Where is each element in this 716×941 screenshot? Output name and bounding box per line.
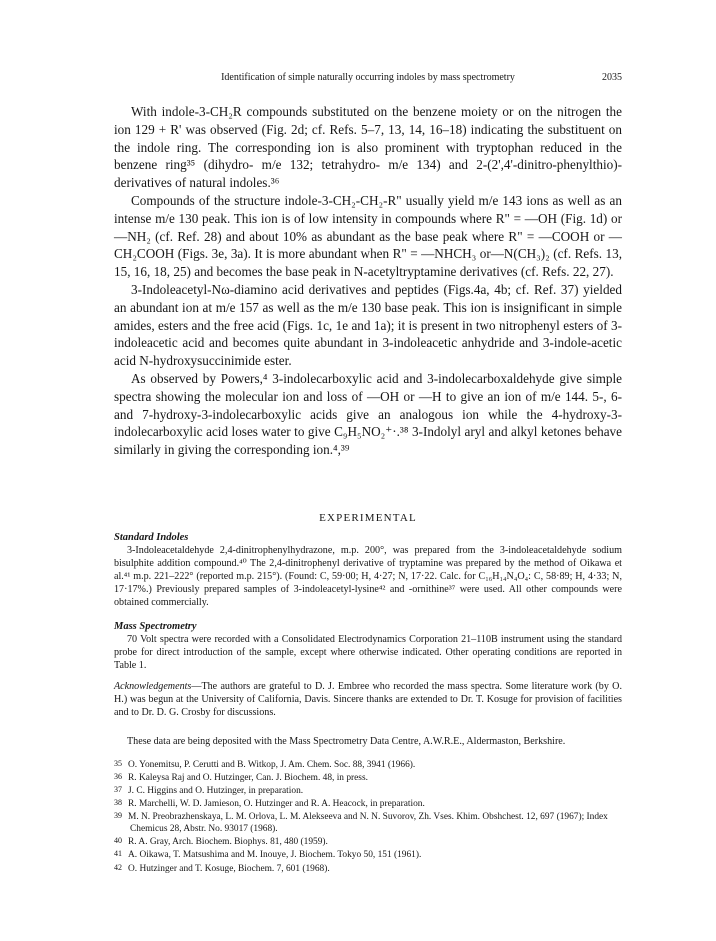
reference-number: 35 [114, 758, 122, 768]
body-text [114, 103, 622, 459]
running-head [114, 72, 622, 84]
reference [114, 848, 622, 861]
reference-text: R. Marchelli, W. D. Jamieson, O. Hutzinger and R. A. Heacock, in preparation. [128, 799, 425, 810]
reference-text: O. Yonemitsu, P. Cerutti and B. Witkop, J. Am. Chem. Soc. 88, 3941 (1966). [128, 759, 416, 770]
reference-number: 41 [114, 849, 122, 859]
reference-number: 42 [114, 862, 122, 872]
mass-spectrometry-text: 70 Volt spectra were recorded with a Consolidated Electrodynamics Corporation 21–110B instrument using the standard probe for direct introduction of the sample, except where otherwise indicated. Other operating conditions are reported in Table 1. [114, 634, 622, 672]
acknowledgements-lead: Acknowledgements [114, 681, 192, 693]
reference-number: 37 [114, 785, 122, 794]
reference [114, 771, 622, 784]
reference [114, 784, 622, 797]
reference-text: R. A. Gray, Arch. Biochem. Biophys. 81, 480 (1959). [128, 837, 328, 848]
standard-indoles-text: 3-Indoleacetaldehyde 2,4-dinitrophenylhydrazone, m.p. 200°, was prepared from the 3-indoleacetaldehyde sodium bisulphite addition compound.⁴⁰ The 2,4-dinitrophenyl derivative of tryptamine was prepared by the method of Oikawa et al.⁴¹ m.p. 221–222° (reported m.p. 215°). (Found: C, 59·00; H, 4·27; N, 17·22. Calc. for C₁₆H₁₄N₄O₄: C, 58·89; H, 4·33; N, 17·17%.) Previously prepared samples of 3-indoleacetyl-lysine⁴² and -ornithine³⁷ were used. All other compounds were obtained commercially. [114, 544, 622, 608]
paragraph-3: 3-Indoleacetyl-Nω-diamino acid derivatives and peptides (Figs.4a, 4b; cf. Ref. 37) yielded an abundant ion at m/e 157 as well as the m/e 130 base peak. This ion is insignificant in simple amides, esters and the free acid (Figs. 1c, 1e and 1a); it is present in two nitrophenyl esters of 3-indoleacetic acid and becomes quite abundant in 3-indoleacetic anhydride and 3-indole-acetic acid N-hydroxysuccinimide ester. [114, 281, 622, 369]
reference-number: 39 [114, 811, 122, 821]
paragraph-4: As observed by Powers,⁴ 3-indolecarboxylic acid and 3-indolecarboxaldehyde give simple spectra showing the molecular ion and loss of —OH or —H to give an ion of m/e 144. 5-, 6- and 7-hydroxy-3-indolecarboxylic acids give an analogous ion while the 4-hydroxy-3-indolecarboxylic acid loses water to give C₉H₅NO₂⁺·.³⁸ 3-Indolyl aryl and alkyl ketones behave similarly in giving the corresponding ion.⁴,³⁹ [114, 370, 622, 458]
reference-text: A. Oikawa, T. Matsushima and M. Inouye, J. Biochem. Tokyo 50, 151 (1961). [128, 850, 422, 861]
references [114, 758, 622, 875]
page-number: 2035 [602, 72, 622, 83]
reference [114, 862, 622, 875]
reference-number: 36 [114, 771, 122, 781]
paragraph-1: With indole-3-CH₂R compounds substituted on the benzene moiety or on the nitrogen the ion 129 + R' was observed (Fig. 2d; cf. Refs. 5–7, 13, 14, 16–18) indicating the substituent on the indole ring. The corresponding ion is also prominent with tryptophan reduced in the benzene ring³⁵ (dihydro- m/e 132; tetrahydro- m/e 134) and 2-(2',4'-dinitro-phenylthio)-derivatives of natural indoles.³⁶ [114, 104, 622, 191]
reference-text: J. C. Higgins and O. Hutzinger, in preparation. [128, 786, 304, 796]
running-title: Identification of simple naturally occurring indoles by mass spectrometry [221, 72, 515, 83]
section-heading-experimental: EXPERIMENTAL [319, 511, 417, 524]
subheading-standard-indoles: Standard Indoles [114, 531, 189, 543]
reference [114, 810, 622, 835]
acknowledgements-text: —The authors are grateful to D. J. Embree who recorded the mass spectra. Some literature work (by O. H.) was begun at the University of California, Davis. Sincere thanks are extended to Dr. T. Kosuge for provision of facilities and to Dr. D. G. Crosby for discussions. [114, 681, 622, 718]
reference-text: M. N. Preobrazhenskaya, L. M. Orlova, L. M. Alekseeva and N. N. Suvorov, Zh. Vses. Khim. Obshchest. 12, 697 (1967); Index Chemicus 28, Abstr. No. 93017 (1968). [128, 812, 608, 835]
deposit-note: These data are being deposited with the Mass Spectrometry Data Centre, A.W.R.E., Aldermaston, Berkshire. [127, 735, 566, 747]
reference-text: R. Kaleysa Raj and O. Hutzinger, Can. J. Biochem. 48, in press. [128, 772, 368, 783]
paragraph-2: Compounds of the structure indole-3-CH₂-CH₂-R" usually yield m/e 143 ions as well as an intense m/e 130 peak. This ion is of low intensity in compounds where R" = —OH (Fig. 1d) or —NH₂ (cf. Ref. 28) and about 10% as abundant as the base peak where R" = —COOH or —CH₂COOH (Figs. 3e, 3a). It is more abundant when R" = —NHCH₃ or—N(CH₃)₂ (cf. Refs. 13, 15, 16, 18, 25) and becomes the base peak in N-acetyltryptamine derivatives (cf. Refs. 22, 27). [114, 192, 622, 280]
reference [114, 835, 622, 848]
reference-text: O. Hutzinger and T. Kosuge, Biochem. 7, 601 (1968). [128, 863, 330, 874]
reference-number: 38 [114, 798, 122, 808]
acknowledgements [114, 681, 622, 720]
experimental-section [114, 532, 622, 673]
reference [114, 758, 622, 771]
subheading-mass-spectrometry: Mass Spectrometry [114, 621, 197, 633]
reference [114, 797, 622, 810]
reference-number: 40 [114, 836, 122, 846]
